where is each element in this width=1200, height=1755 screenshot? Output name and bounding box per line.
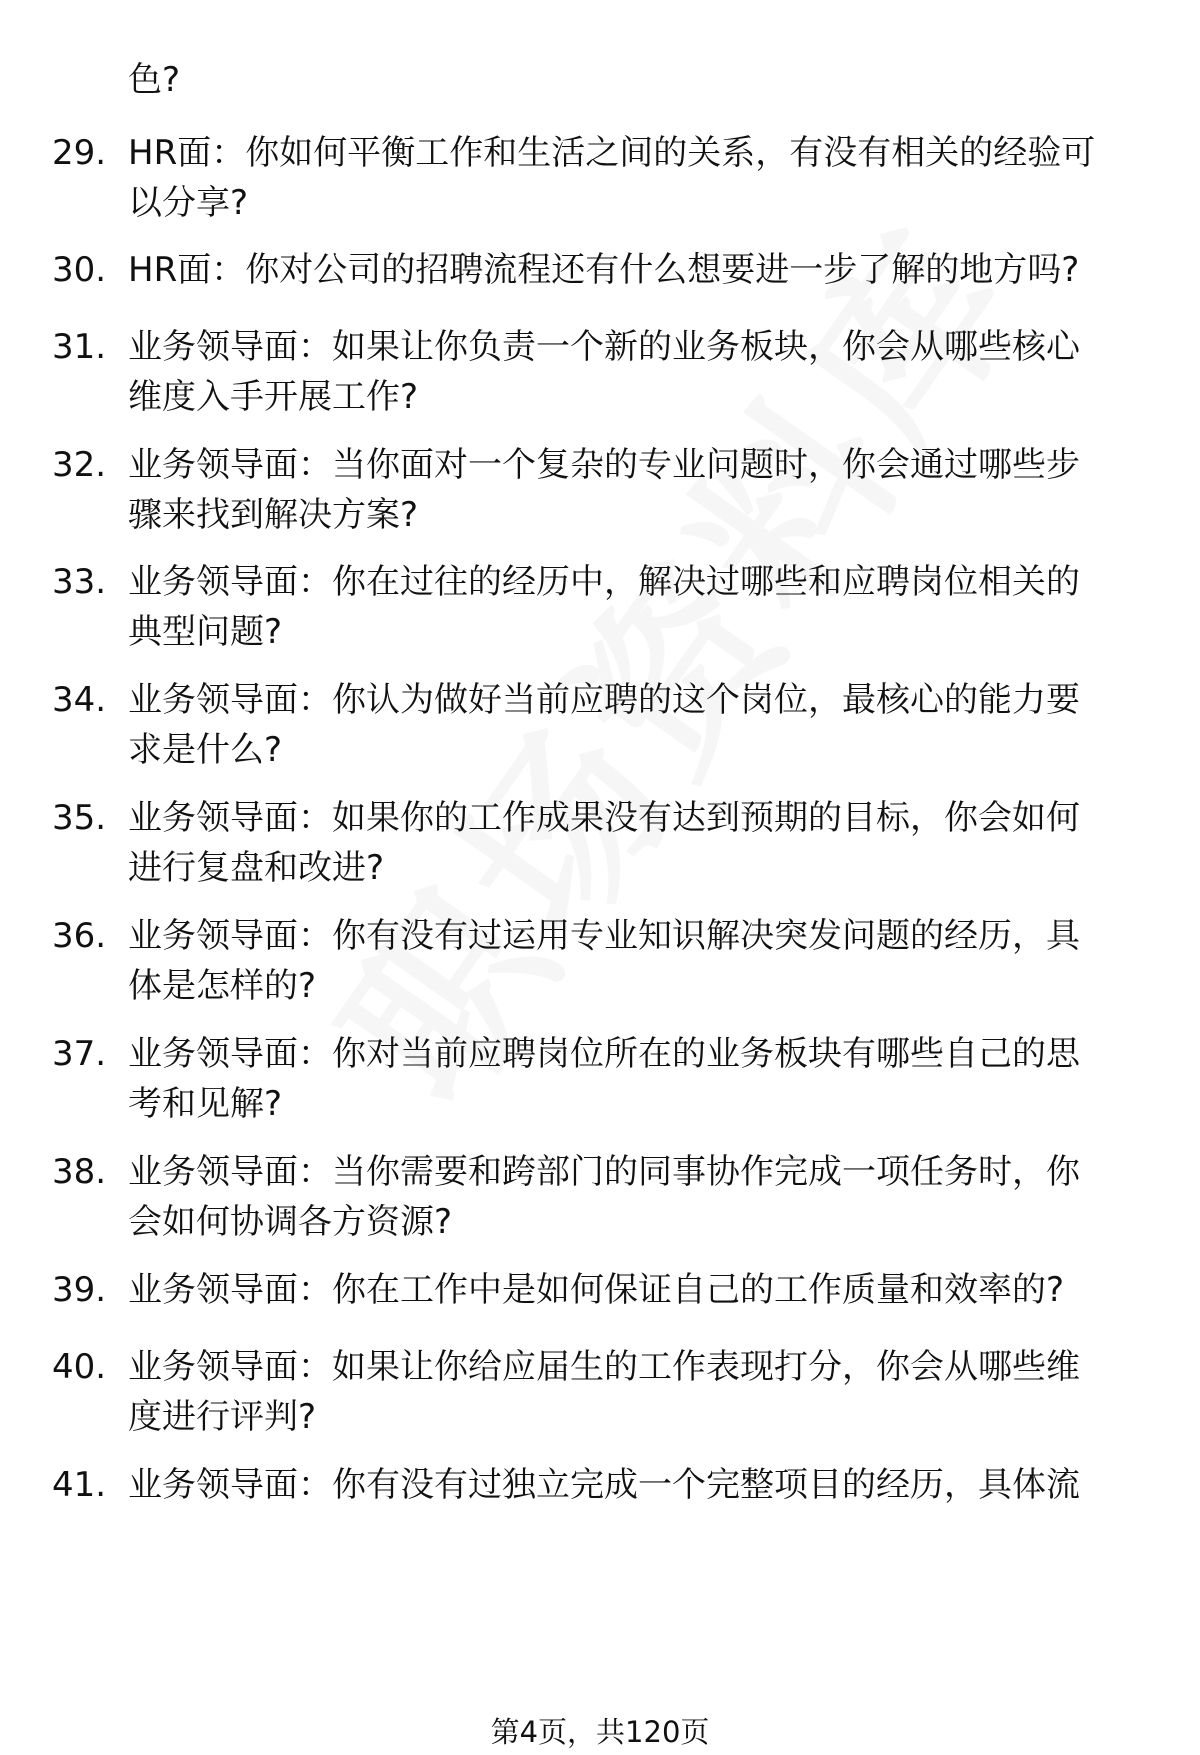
question-number: 34. [52,680,107,720]
question-text [128,675,1150,775]
question-line: 会如何协调各方资源? [128,1202,453,1242]
question-number: 33. [52,562,107,602]
question-line: 业务领导面：当你面对一个复杂的专业问题时，你会通过哪些步 [128,445,1080,485]
question-text [128,1147,1150,1247]
question-line: 业务领导面：你在过往的经历中，解决过哪些和应聘岗位相关的 [128,562,1080,602]
question-number: 32. [52,445,107,485]
question-line: 以分享? [128,183,249,223]
question-number: 29. [52,133,107,173]
question-text [128,245,1150,295]
question-number: 37. [52,1034,107,1074]
question-number: 35. [52,798,107,838]
question-line: 业务领导面：你对当前应聘岗位所在的业务板块有哪些自己的思 [128,1034,1080,1074]
question-number: 40. [52,1347,107,1387]
question-text [128,557,1150,657]
question-line: 进行复盘和改进? [128,848,385,888]
question-line: 考和见解? [128,1084,283,1124]
question-text [128,1460,1150,1510]
question-text [128,1342,1150,1442]
question-text [128,1029,1150,1129]
question-line: 业务领导面：如果让你负责一个新的业务板块，你会从哪些核心 [128,327,1080,367]
question-line: 业务领导面：如果让你给应届生的工作表现打分，你会从哪些维 [128,1347,1080,1387]
continuation-text: 色? [128,60,181,100]
question-line: 业务领导面：你有没有过运用专业知识解决突发问题的经历，具 [128,916,1080,956]
question-text [128,1265,1150,1315]
question-line: 维度入手开展工作? [128,377,419,417]
question-number: 30. [52,250,107,290]
question-number: 39. [52,1270,107,1310]
question-line: 体是怎样的? [128,966,317,1006]
question-text [128,793,1150,893]
question-line: 求是什么? [128,730,283,770]
question-line: 骤来找到解决方案? [128,495,419,535]
question-line: 度进行评判? [128,1397,317,1437]
question-text [128,322,1150,422]
question-line: HR面：你如何平衡工作和生活之间的关系，有没有相关的经验可 [128,133,1096,173]
question-line: 业务领导面：你认为做好当前应聘的这个岗位，最核心的能力要 [128,680,1080,720]
question-number: 38. [52,1152,107,1192]
question-line: 业务领导面：你在工作中是如何保证自己的工作质量和效率的? [128,1270,1065,1310]
question-number: 31. [52,327,107,367]
question-text [128,440,1150,540]
question-line: 业务领导面：如果你的工作成果没有达到预期的目标，你会如何 [128,798,1080,838]
question-line: HR面：你对公司的招聘流程还有什么想要进一步了解的地方吗? [128,250,1080,290]
question-text [128,128,1150,228]
question-text [128,911,1150,1011]
page-footer: 第4页，共120页 [490,1715,710,1749]
question-line: 典型问题? [128,612,283,652]
question-line: 业务领导面：你有没有过独立完成一个完整项目的经历，具体流 [128,1465,1080,1505]
question-line: 业务领导面：当你需要和跨部门的同事协作完成一项任务时，你 [128,1152,1080,1192]
question-number: 36. [52,916,107,956]
question-number: 41. [52,1465,107,1505]
